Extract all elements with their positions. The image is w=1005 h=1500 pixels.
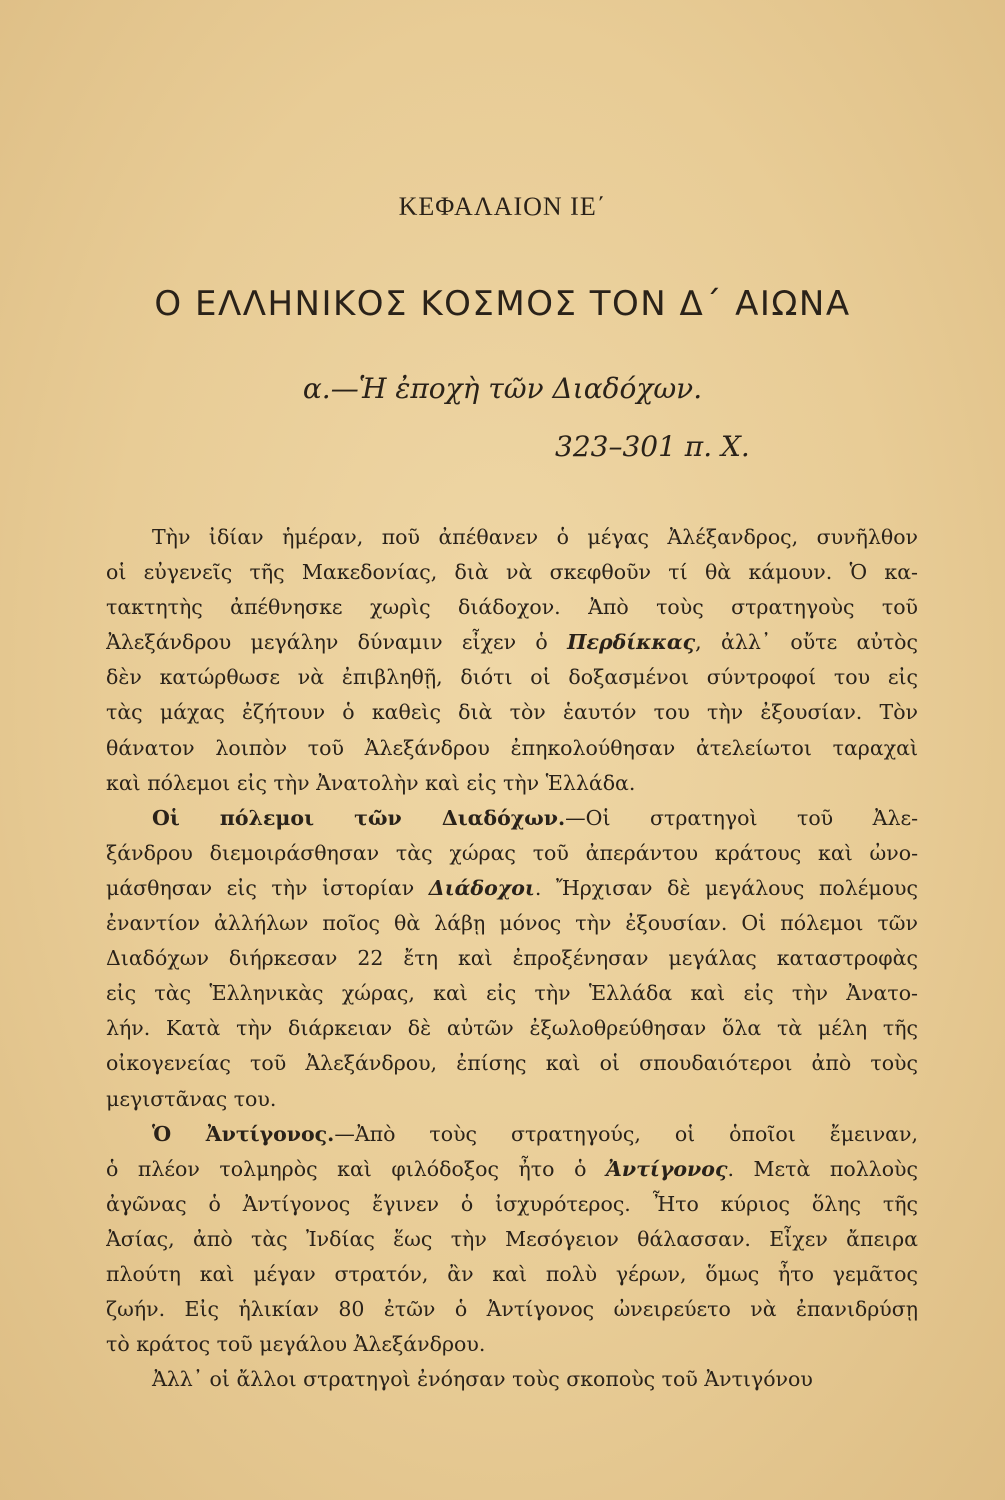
text-segment: μάσθησαν εἰς τὴν ἱστορίαν <box>106 875 429 900</box>
text-line: οἱ εὐγενεῖς τῆς Μακεδονίας, διὰ νὰ σκεφθοῦν τί θὰ κάμουν. Ὁ κα- <box>106 560 918 585</box>
body-text <box>106 520 918 1397</box>
text-line <box>106 801 918 836</box>
paragraph-heading: Οἱ πόλεμοι τῶν Διαδόχων. <box>152 805 566 830</box>
text-line: ζωήν. Εἰς ἡλικίαν 80 ἐτῶν ὁ Ἀντίγονος ὠνειρεύετο νὰ ἐπανιδρύσῃ <box>106 1297 918 1322</box>
text-line: οἰκογενείας τοῦ Ἀλεξάνδρου, ἐπίσης καὶ οἱ σπουδαιότεροι ἀπὸ τοὺς <box>106 1051 918 1076</box>
text-line: Ἀσίας, ἀπὸ τὰς Ἰνδίας ἕως τὴν Μεσόγειον θάλασσαν. Εἶχεν ἄπειρα <box>106 1226 918 1251</box>
text-segment: . Μετὰ πολλοὺς <box>727 1156 918 1181</box>
text-segment: Ἀλεξάνδρου μεγάλην δύναμιν εἶχεν ὁ <box>106 630 568 655</box>
emphasis-name: Ἀντίγονος <box>606 1156 728 1181</box>
text-line: Ἀλλ᾽ οἱ ἄλλοι στρατηγοὶ ἐνόησαν τοὺς σκοποὺς τοῦ Ἀντιγόνου <box>152 1367 813 1392</box>
section-dates: 323–301 π. Χ. <box>555 430 750 463</box>
text-line: ξάνδρου διεμοιράσθησαν τὰς χώρας τοῦ ἀπεράντου κράτους καὶ ὠνο- <box>106 840 918 865</box>
text-line: θάνατον λοιπὸν τοῦ Ἀλεξάνδρου ἐπηκολούθησαν ἀτελείωτοι ταραχαὶ <box>106 735 918 760</box>
text-segment: , ἀλλ᾽ οὔτε αὐτὸς <box>695 630 918 655</box>
text-line: Διαδόχων διήρκεσαν 22 ἔτη καὶ ἐπροξένησαν μεγάλας καταστροφὰς <box>106 946 918 971</box>
text-segment: —Ἀπὸ τοὺς στρατηγούς, οἱ ὁποῖοι ἔμειναν, <box>334 1121 918 1146</box>
section-heading: α.—Ἡ ἐποχὴ τῶν Διαδόχων. <box>302 372 703 405</box>
emphasis-name: Περδίκκας <box>567 630 696 655</box>
text-segment: . Ἤρχισαν δὲ μεγάλους πολέμους <box>534 875 918 900</box>
text-line: πλούτη καὶ μέγαν στρατόν, ἂν καὶ πολὺ γέρων, ὅμως ἦτο γεμᾶτος <box>106 1261 918 1286</box>
text-line <box>106 1152 918 1187</box>
text-line: τακτητὴς ἀπέθνησκε χωρὶς διάδοχον. Ἀπὸ τοὺς στρατηγοὺς τοῦ <box>106 595 918 620</box>
text-line: Τὴν ἰδίαν ἡμέραν, ποῦ ἀπέθανεν ὁ μέγας Ἀλέξανδρος, συνῆλθον <box>152 525 918 549</box>
text-segment: ὁ πλέον τολμηρὸς καὶ φιλόδοξος ἦτο ὁ <box>106 1156 606 1181</box>
text-line: ἐναντίον ἀλλήλων ποῖος θὰ λάβῃ μόνος τὴν ἐξουσίαν. Οἱ πόλεμοι τῶν <box>106 911 918 936</box>
text-line <box>106 871 918 906</box>
chapter-heading: ΚΕΦΑΛΑΙΟΝ ΙΕ΄ <box>398 192 607 221</box>
text-line: ἀγῶνας ὁ Ἀντίγονος ἔγινεν ὁ ἰσχυρότερος. Ἦτο κύριος ὅλης τῆς <box>106 1191 918 1216</box>
text-segment: —Οἱ στρατηγοὶ τοῦ Ἀλε- <box>565 805 918 830</box>
text-line: τὸ κράτος τοῦ μεγάλου Ἀλεξάνδρου. <box>106 1332 486 1357</box>
emphasis-term: Διάδοχοι <box>428 875 535 900</box>
text-line <box>106 1117 918 1152</box>
chapter-title: Ο ΕΛΛΗΝΙΚΟΣ ΚΟΣΜΟΣ ΤΟΝ Δ΄ ΑΙΩΝΑ <box>154 284 851 324</box>
text-line: καὶ πόλεμοι εἰς τὴν Ἀνατολὴν καὶ εἰς τὴν Ἑλλάδα. <box>106 770 636 795</box>
text-line: λήν. Κατὰ τὴν διάρκειαν δὲ αὐτῶν ἐξωλοθρεύθησαν ὅλα τὰ μέλη τῆς <box>106 1016 918 1041</box>
text-line: τὰς μάχας ἐζήτουν ὁ καθεὶς διὰ τὸν ἑαυτόν του τὴν ἐξουσίαν. Τὸν <box>106 700 918 725</box>
text-line: εἰς τὰς Ἑλληνικὰς χώρας, καὶ εἰς τὴν Ἑλλάδα καὶ εἰς τὴν Ἀνατο- <box>106 981 918 1006</box>
text-line: δὲν κατώρθωσε νὰ ἐπιβληθῇ, διότι οἱ δοξασμένοι σύντροφοί του εἰς <box>106 665 918 690</box>
text-line: μεγιστᾶνας του. <box>106 1086 277 1111</box>
paragraph-heading: Ὁ Ἀντίγονος. <box>152 1121 335 1146</box>
text-line <box>106 625 918 660</box>
